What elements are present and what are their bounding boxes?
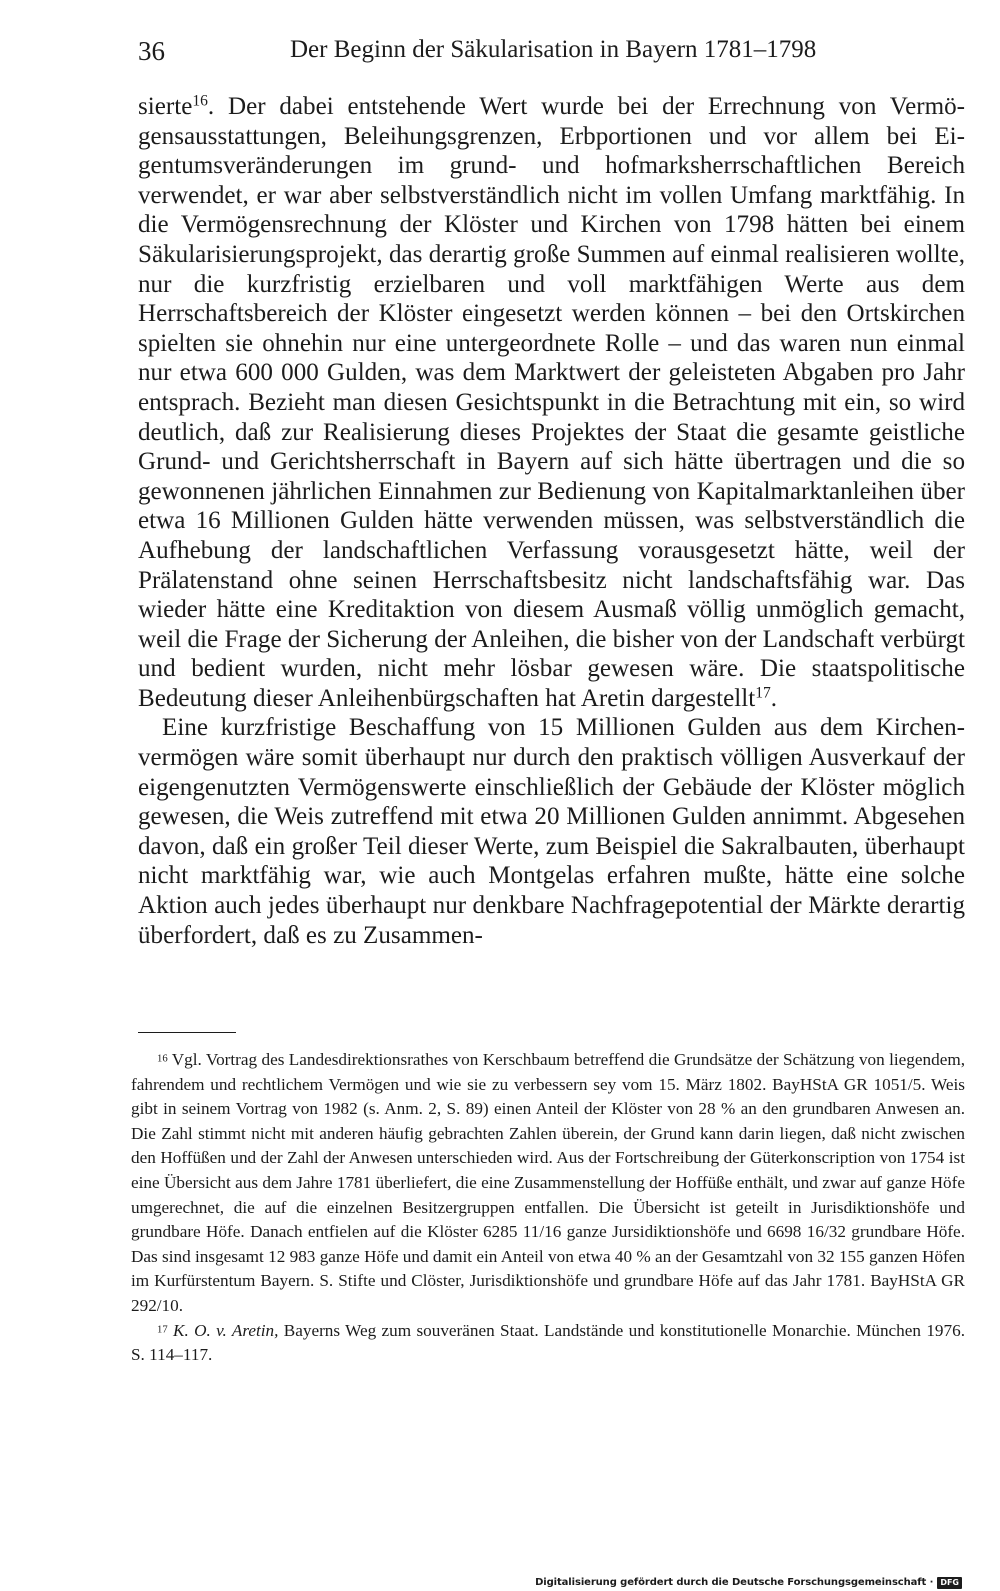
footnote-number-17: 17 bbox=[157, 1323, 168, 1335]
paragraph-1-part-1: sierte bbox=[138, 93, 193, 120]
main-text bbox=[138, 92, 965, 950]
page-header bbox=[138, 36, 965, 72]
footnote-number-16: 16 bbox=[157, 1053, 168, 1065]
credit-text: Digitalisierung gefördert durch die Deutsche Forschungsgemeinschaft · bbox=[535, 1577, 934, 1588]
page-number: 36 bbox=[138, 36, 165, 66]
paragraph-2: Eine kurzfristige Beschaffung von 15 Millionen Gulden aus dem Kirchenvermögen wäre somit überhaupt nur durch den praktisch völligen Ausverkauf der eigengenutzten Vermögenswerte einschließlich der Gebäude der Klöster möglich gewesen, die Weis zutreffend mit etwa 20 Millionen Gulden annimmt. Abgesehen davon, daß ein großer Teil dieser Werte, zum Beispiel die Sakralbauten, überhaupt nicht marktfähig war, wie auch Montgelas erfahren mußte, hätte eine solche Aktion auch jedes überhaupt nur denkbare Nachfragepotential der Märkte derartig überfordert, daß es zu Zusammen- bbox=[138, 714, 965, 949]
footnotes bbox=[131, 1048, 965, 1368]
footnote-17 bbox=[131, 1319, 965, 1368]
footnote-ref-16: 16 bbox=[192, 92, 208, 110]
footnote-separator bbox=[138, 1032, 236, 1033]
dfg-logo: DFG bbox=[937, 1577, 962, 1589]
footnote-ref-17: 17 bbox=[755, 684, 771, 702]
paragraph-1-part-3: . bbox=[770, 684, 778, 712]
digitization-credit bbox=[535, 1576, 962, 1589]
footnote-17-author: K. O. v. Aretin, bbox=[173, 1320, 279, 1340]
footnote-16-text: Vgl. Vortrag des Landesdirektionsrathes von Kerschbaum betreffend die Grundsätze der Schätzung von liegendem, fahrendem und rechtlichem Vermögen und wie sie zu verbessern sey vom 15. März 1802. BayHStA GR 1051/5. Weis gibt in seinem Vortrag von 1982 (s. Anm. 2, S. 89) einen Anteil der Klöster von 28 % an den grundbaren Anwesen an. Die Zahl stimmt nicht mit anderen häufig gebrachten Zahlen überein, der Grund kann darin liegen, daß nicht zwischen den Hoffüßen und der Zahl der Anwesen unterschieden wird. Aus der Fortschreibung der Güterkonscription von 1754 ist eine Übersicht aus dem Jahre 1781 überliefert, die eine Zusammenstellung der Hoffüße enthält, und zwar auf ganze Höfe umgerechnet, die auf die einzelnen Besitzergruppen entfallen. Die Übersicht ist geteilt in Jurisdiktionshöfe und grundbare Höfe. Danach entfielen auf die Klöster 6285 11/16 ganze Jursidiktionshöfe und 6698 16/32 grundbare Höfe. Das sind insgesamt 12 983 ganze Höfe und damit ein Anteil von etwa 40 % an der Gesamtzahl von 32 155 ganzen Höfen im Kurfürstentum Bayern. S. Stifte und Clöster, Jurisdiktionshöfe und grundbare Höfe auf das Jahr 1781. BayHStA GR 292/10. bbox=[131, 1050, 965, 1315]
paragraph-1 bbox=[138, 92, 965, 713]
footnote-17-text: Bayerns Weg zum souveränen Staat. Landstände und konstitutionelle Monarchie. München 1976. S. 114–117. bbox=[131, 1320, 965, 1365]
paragraph-1-part-2: . Der dabei entstehende Wert wurde bei der Errechnung von Vermögensausstattungen, Beleihungsgrenzen, Erbportionen und vor allem bei Eigentumsveränderungen im grund- und hofmarksherrschaftlichen Bereich verwendet, er war aber selbstverständlich nicht im vollen Umfang marktfähig. In die Vermögensrechnung der Klöster und Kirchen von 1798 hätten bei einem Säkularisierungsprojekt, das derartig große Summen auf einmal realisieren wollte, nur die kurzfristig erzielbaren und voll marktfähigen Werte aus dem Herrschaftsbereich der Klöster eingesetzt werden können – bei den Ortskirchen spielten sie ohnehin nur eine untergeordnete Rolle – und das waren nun einmal nur etwa 600 000 Gulden, was dem Marktwert der geleisteten Abgaben pro Jahr entsprach. Bezieht man diesen Gesichtspunkt in die Betrachtung mit ein, so wird deutlich, daß zur Realisierung dieses Projektes der Staat die gesamte geistliche Grund- und Gerichtsherrschaft in Bayern auf sich hätte übertragen und die so gewonnenen jährlichen Einnahmen zur Bedienung von Kapitalmarktanleihen über etwa 16 Millionen Gulden hätte verwenden müssen, was selbstverständlich die Aufhebung der landschaftlichen Verfassung vorausgesetzt hätte, weil der Prälatenstand ohne seinen Herrschaftsbesitz nicht landschaftsfähig war. Das wieder hätte eine Kreditaktion von diesem Ausmaß völlig unmöglich gemacht, weil die Frage der Sicherung der Anleihen, die bisher von der Landschaft verbürgt und bedient wurden, nicht mehr lösbar gewesen wäre. Die staatspolitische Bedeutung dieser Anleihenbürgschaften hat Aretin dargestellt bbox=[138, 93, 965, 712]
running-title: Der Beginn der Säkularisation in Bayern 1781–1798 bbox=[290, 36, 817, 63]
footnote-16 bbox=[131, 1048, 965, 1319]
